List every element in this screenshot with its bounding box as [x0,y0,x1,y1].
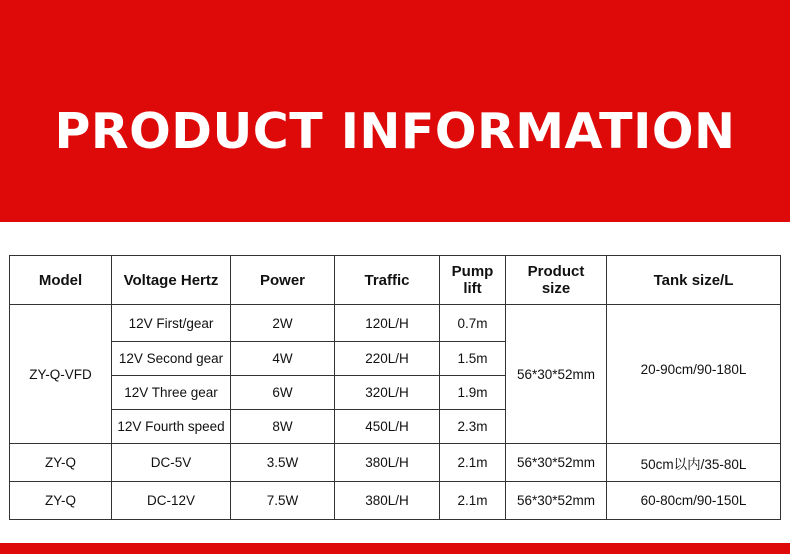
lift-cell: 0.7m [440,305,506,342]
power-cell: 8W [231,410,335,444]
product-size-cell: 56*30*52mm [506,482,607,520]
footer-red-bar [0,543,790,554]
power-cell: 2W [231,305,335,342]
header-model: Model [10,256,112,305]
table-row [10,444,781,482]
power-cell: 3.5W [231,444,335,482]
header-traffic: Traffic [335,256,440,305]
product-spec-table [9,255,781,520]
voltage-cell: DC-12V [112,482,231,520]
header-pump-lift-line2: lift [463,280,482,297]
header-product-size-line2: size [541,280,571,297]
traffic-cell: 380L/H [335,444,440,482]
header-pump-lift-line1: Pump [451,263,494,280]
voltage-cell: 12V Fourth speed [112,410,231,444]
lift-cell: 2.3m [440,410,506,444]
lift-cell: 2.1m [440,482,506,520]
voltage-cell: 12V Second gear [112,342,231,376]
header-voltage: Voltage Hertz [112,256,231,305]
voltage-cell: 12V Three gear [112,376,231,410]
table-row [10,305,781,342]
tank-size-cell: 20-90cm/90-180L [607,305,781,444]
model-cell: ZY-Q [10,444,112,482]
tank-size-cell: 50cm以内/35-80L [607,444,781,482]
lift-cell: 1.5m [440,342,506,376]
header-pump-lift [440,256,506,305]
traffic-cell: 120L/H [335,305,440,342]
header-product-size-line1: Product [527,263,585,280]
header-product-size [506,256,607,305]
table-row [10,482,781,520]
traffic-cell: 380L/H [335,482,440,520]
model-cell: ZY-Q-VFD [10,305,112,444]
table-header-row [10,256,781,305]
traffic-cell: 320L/H [335,376,440,410]
tank-size-cell: 60-80cm/90-150L [607,482,781,520]
traffic-cell: 220L/H [335,342,440,376]
model-cell: ZY-Q [10,482,112,520]
power-cell: 4W [231,342,335,376]
product-size-cell: 56*30*52mm [506,444,607,482]
power-cell: 6W [231,376,335,410]
voltage-cell: 12V First/gear [112,305,231,342]
header-banner [0,0,790,222]
lift-cell: 1.9m [440,376,506,410]
page-title: PRODUCT INFORMATION [54,102,736,160]
lift-cell: 2.1m [440,444,506,482]
header-tank-size: Tank size/L [607,256,781,305]
power-cell: 7.5W [231,482,335,520]
voltage-cell: DC-5V [112,444,231,482]
header-power: Power [231,256,335,305]
traffic-cell: 450L/H [335,410,440,444]
product-size-cell: 56*30*52mm [506,305,607,444]
